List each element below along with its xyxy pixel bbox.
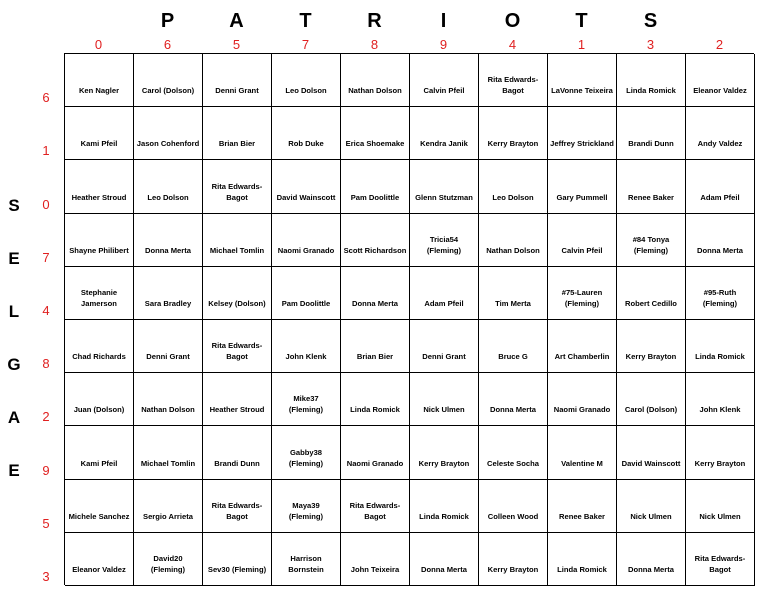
grid-cell: Adam Pfeil	[686, 160, 755, 213]
grid-cell: Brandi Dunn	[203, 426, 272, 479]
top-number: 8	[370, 37, 379, 52]
grid-cell: David20 (Fleming)	[134, 533, 203, 586]
side-letter: E	[8, 249, 20, 268]
grid-cell: Linda Romick	[341, 373, 410, 426]
grid-cell: Leo Dolson	[272, 54, 341, 107]
top-number: 7	[301, 37, 310, 52]
grid-cell: Nathan Dolson	[479, 214, 548, 267]
grid-cell: Donna Merta	[479, 373, 548, 426]
grid-cell: Andy Valdez	[686, 107, 755, 160]
grid-cell: John Teixeira	[341, 533, 410, 586]
side-number: 3	[42, 569, 50, 584]
grid-cell: Juan (Dolson)	[65, 373, 134, 426]
grid-cell: Chad Richards	[65, 320, 134, 373]
grid-cell: Rita Edwards- Bagot	[686, 533, 755, 586]
grid-cell: Heather Stroud	[65, 160, 134, 213]
grid-cell: Donna Merta	[410, 533, 479, 586]
grid-cell: Gabby38 (Fleming)	[272, 426, 341, 479]
grid-cell: Eleanor Valdez	[65, 533, 134, 586]
grid-cell: Donna Merta	[134, 214, 203, 267]
grid-cell: Brandi Dunn	[617, 107, 686, 160]
side-number: 2	[42, 409, 50, 424]
top-letter: T	[299, 10, 312, 32]
grid-cell: #75-Lauren (Fleming)	[548, 267, 617, 320]
grid-cell: Kerry Brayton	[479, 533, 548, 586]
grid-cell: Rita Edwards- Bagot	[479, 54, 548, 107]
top-number: 9	[439, 37, 448, 52]
side-letter: E	[8, 461, 20, 480]
grid-cell: Art Chamberlin	[548, 320, 617, 373]
top-letter: A	[229, 10, 244, 32]
grid-cell: Adam Pfeil	[410, 267, 479, 320]
grid-cell: Linda Romick	[686, 320, 755, 373]
grid-cell: Kerry Brayton	[479, 107, 548, 160]
grid-cell: Valentine M	[548, 426, 617, 479]
grid-cell: Harrison Bornstein	[272, 533, 341, 586]
top-number: 6	[163, 37, 172, 52]
grid-cell: Renee Baker	[617, 160, 686, 213]
top-number: 3	[646, 37, 655, 52]
grid-cell: Michele Sanchez	[65, 480, 134, 533]
side-letter: G	[7, 355, 21, 374]
side-letter: L	[8, 302, 20, 321]
grid-cell: Pam Doolittle	[272, 267, 341, 320]
top-number: 1	[577, 37, 586, 52]
top-letter: I	[440, 10, 447, 32]
grid-cell: John Klenk	[686, 373, 755, 426]
grid-cell: Michael Tomlin	[134, 426, 203, 479]
side-team-name	[4, 53, 24, 585]
grid-cell: Renee Baker	[548, 480, 617, 533]
squares-grid	[64, 53, 754, 585]
top-letter: T	[575, 10, 588, 32]
grid-cell: Glenn Stutzman	[410, 160, 479, 213]
side-letter: S	[8, 196, 20, 215]
grid-cell: Linda Romick	[410, 480, 479, 533]
grid-cell: Kerry Brayton	[686, 426, 755, 479]
grid-cell: Erica Shoemake	[341, 107, 410, 160]
top-letter-spacer	[64, 10, 133, 34]
grid-cell: Celeste Socha	[479, 426, 548, 479]
grid-cell: Kerry Brayton	[617, 320, 686, 373]
side-number: 9	[42, 463, 50, 478]
grid-cell: Michael Tomlin	[203, 214, 272, 267]
grid-cell: Tim Merta	[479, 267, 548, 320]
top-number: 2	[715, 37, 724, 52]
grid-cell: Pam Doolittle	[341, 160, 410, 213]
grid-cell: Rita Edwards- Bagot	[341, 480, 410, 533]
grid-cell: Nathan Dolson	[134, 373, 203, 426]
grid-cell: Denni Grant	[410, 320, 479, 373]
grid-cell: Gary Pummell	[548, 160, 617, 213]
grid-cell: Kami Pfeil	[65, 426, 134, 479]
grid-cell: Nathan Dolson	[341, 54, 410, 107]
grid-cell: Rita Edwards- Bagot	[203, 320, 272, 373]
top-numbers	[64, 37, 754, 53]
grid-cell: Kerry Brayton	[410, 426, 479, 479]
grid-cell: Carol (Dolson)	[617, 373, 686, 426]
grid-cell: John Klenk	[272, 320, 341, 373]
top-letter: S	[643, 10, 658, 32]
grid-cell: Nick Ulmen	[410, 373, 479, 426]
side-number: 0	[42, 197, 50, 212]
top-number: 0	[94, 37, 103, 52]
grid-cell: Stephanie Jamerson	[65, 267, 134, 320]
grid-cell: David Wainscott	[272, 160, 341, 213]
grid-cell: Donna Merta	[617, 533, 686, 586]
side-letter: A	[7, 408, 21, 427]
grid-cell: Ken Nagler	[65, 54, 134, 107]
top-number: 4	[508, 37, 517, 52]
grid-cell: Naomi Granado	[272, 214, 341, 267]
top-number: 5	[232, 37, 241, 52]
grid-cell: #84 Tonya (Fleming)	[617, 214, 686, 267]
grid-cell: Scott Richardson	[341, 214, 410, 267]
grid-cell: Rita Edwards- Bagot	[203, 480, 272, 533]
grid-cell: Rob Duke	[272, 107, 341, 160]
grid-cell: Bruce G	[479, 320, 548, 373]
grid-cell: LaVonne Teixeira	[548, 54, 617, 107]
grid-cell: Calvin Pfeil	[548, 214, 617, 267]
grid-cell: Linda Romick	[548, 533, 617, 586]
side-number: 1	[42, 143, 50, 158]
grid-cell: Sergio Arrieta	[134, 480, 203, 533]
grid-cell: Brian Bier	[341, 320, 410, 373]
top-letter: O	[504, 10, 521, 32]
grid-cell: Sev30 (Fleming)	[203, 533, 272, 586]
grid-cell: Nick Ulmen	[617, 480, 686, 533]
grid-cell: Donna Merta	[341, 267, 410, 320]
grid-cell: Colleen Wood	[479, 480, 548, 533]
grid-cell: Naomi Granado	[548, 373, 617, 426]
top-letter: P	[160, 10, 175, 32]
grid-cell: Carol (Dolson)	[134, 54, 203, 107]
grid-cell: Jason Cohenford	[134, 107, 203, 160]
grid-cell: Leo Dolson	[479, 160, 548, 213]
grid-cell: Donna Merta	[686, 214, 755, 267]
grid-cell: Jeffrey Strickland	[548, 107, 617, 160]
side-number: 5	[42, 516, 50, 531]
grid-cell: Brian Bier	[203, 107, 272, 160]
side-number: 7	[42, 250, 50, 265]
grid-cell: Denni Grant	[134, 320, 203, 373]
grid-cell: Linda Romick	[617, 54, 686, 107]
grid-cell: Sara Bradley	[134, 267, 203, 320]
grid-cell: Nick Ulmen	[686, 480, 755, 533]
side-number: 8	[42, 356, 50, 371]
grid-cell: Kami Pfeil	[65, 107, 134, 160]
grid-cell: Kendra Janik	[410, 107, 479, 160]
grid-cell: #95-Ruth (Fleming)	[686, 267, 755, 320]
grid-cell: Denni Grant	[203, 54, 272, 107]
grid-cell: Kelsey (Dolson)	[203, 267, 272, 320]
side-number: 4	[42, 303, 50, 318]
grid-cell: Heather Stroud	[203, 373, 272, 426]
top-letter: R	[367, 10, 382, 32]
side-number: 6	[42, 90, 50, 105]
grid-cell: Maya39 (Fleming)	[272, 480, 341, 533]
side-numbers	[30, 53, 62, 585]
grid-cell: Tricia54 (Fleming)	[410, 214, 479, 267]
grid-cell: Robert Cedillo	[617, 267, 686, 320]
grid-cell: David Wainscott	[617, 426, 686, 479]
grid-cell: Shayne Philibert	[65, 214, 134, 267]
grid-cell: Naomi Granado	[341, 426, 410, 479]
top-team-name	[64, 10, 754, 34]
grid-cell: Mike37 (Fleming)	[272, 373, 341, 426]
grid-cell: Eleanor Valdez	[686, 54, 755, 107]
grid-cell: Rita Edwards- Bagot	[203, 160, 272, 213]
grid-cell: Calvin Pfeil	[410, 54, 479, 107]
grid-cell: Leo Dolson	[134, 160, 203, 213]
